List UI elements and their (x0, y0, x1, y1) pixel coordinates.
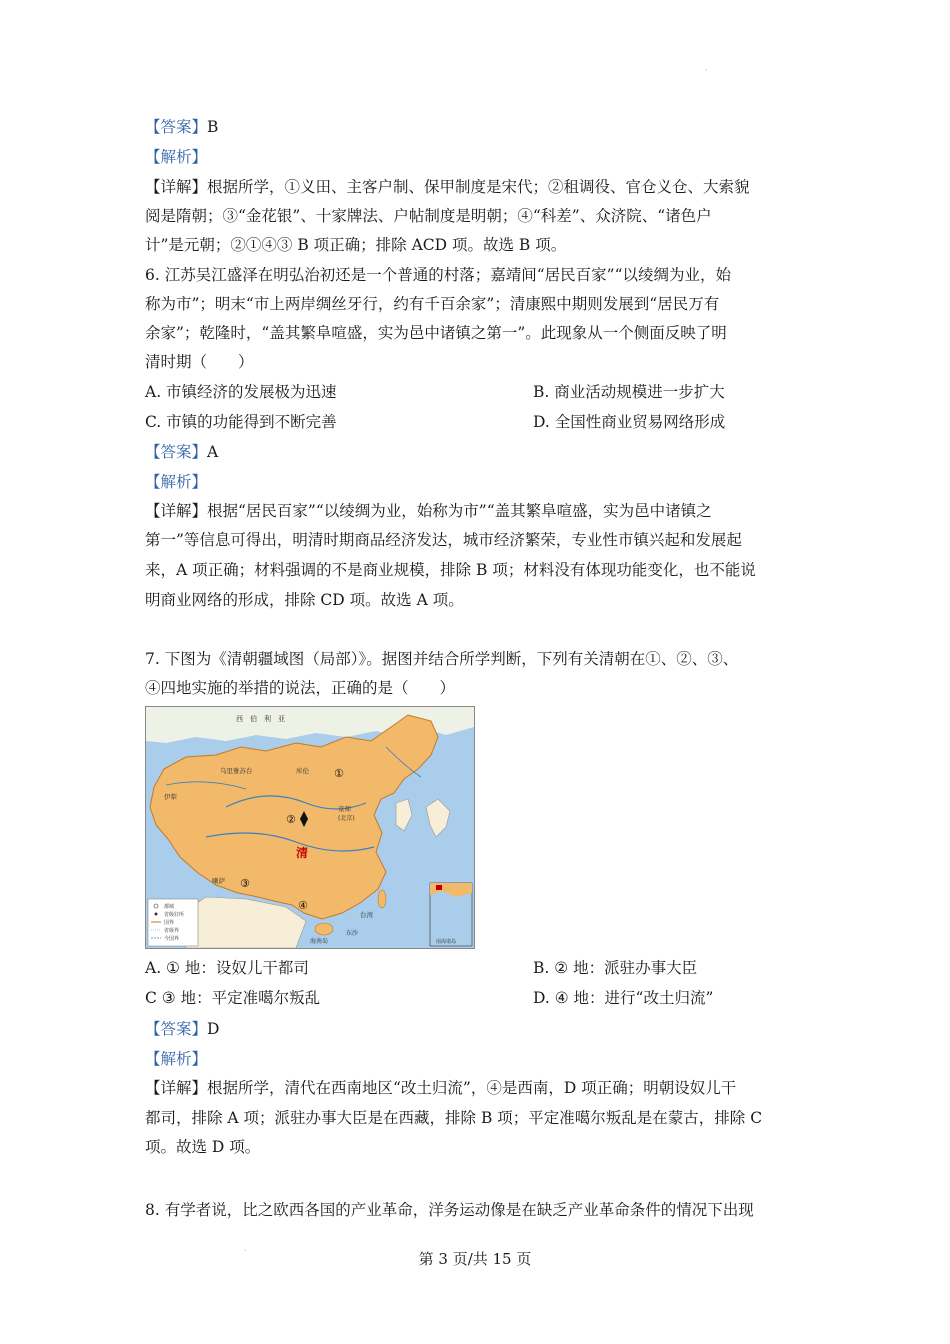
legend-item: 都城 (164, 904, 175, 910)
answer-value: A (207, 443, 219, 461)
legend-item: 今国界 (164, 936, 180, 942)
q6-answer (145, 442, 218, 462)
answer-tag: 【答案】 (145, 443, 208, 461)
map-hainan-island (315, 923, 333, 935)
q6-stem-line: 6. 江苏吴江盛泽在明弘治初还是一个普通的村落；嘉靖间“居民百家”“以绫绸为业，始 (145, 266, 731, 284)
q5-detail-line: 计”是元朝；②①④③ B 项正确；排除 ACD 项。故选 B 项。 (145, 236, 567, 254)
q8-stem-line: 8. 有学者说，比之欧西各国的产业革命，洋务运动像是在缺乏产业革命条件的情况下出现 (145, 1201, 754, 1219)
q7-detail-line: 都司，排除 A 项；派驻办事大臣是在西藏，排除 B 项；平定准噶尔叛乱是在蒙古，排除 C (145, 1109, 763, 1127)
q6-option-a: A. 市镇经济的发展极为迅速 (145, 383, 337, 401)
answer-tag: 【答案】 (145, 1020, 208, 1038)
map-label-yili: 伊犁 (164, 793, 177, 801)
qing-territory-map (145, 706, 475, 949)
q6-detail-line: 第一”等信息可得出，明清时期商品经济发达，城市经济繁荣，专业性市镇兴起和发展起 (145, 531, 742, 549)
map-label-jingshi: 京师 (338, 805, 351, 813)
q6-analysis-tag: 【解析】 (145, 473, 208, 491)
q7-option-d: D. ④ 地：进行“改土归流” (533, 989, 714, 1007)
map-label-hainan: 海南岛 (310, 938, 329, 945)
q6-stem-line: 称为市”；明末“市上两岸绸丝牙行，约有千百余家”；清康熙中期则发展到“居民万有 (145, 295, 720, 313)
q5-detail-line: 【详解】根据所学，①义田、主客户制、保甲制度是宋代；②租调役、官仓义仓、大索貌 (145, 178, 750, 196)
map-taiwan-island (378, 890, 386, 908)
q6-detail-line: 来，A 项正确；材料强调的不是商业规模，排除 B 项；材料没有体现功能变化，也不能说 (145, 561, 756, 579)
q7-detail-line: 【详解】根据所学，清代在西南地区“改土归流”，④是西南，D 项正确；明朝设奴儿干 (145, 1079, 737, 1097)
map-marker-1: ① (334, 767, 344, 780)
q6-option-b: B. 商业活动规模进一步扩大 (533, 383, 725, 401)
map-label-dongsha: 东沙 (346, 930, 359, 937)
q6-detail-line: 明商业网络的形成，排除 CD 项。故选 A 项。 (145, 591, 464, 609)
map-inset-caption: 南海诸岛 (436, 939, 457, 945)
q6-option-d: D. 全国性商业贸易网络形成 (533, 413, 726, 431)
answer-value: B (207, 118, 219, 136)
map-marker-4: ④ (298, 899, 308, 912)
q7-stem-line: ④四地实施的举措的说法，正确的是（ ） (145, 679, 456, 697)
q7-option-b: B. ② 地：派驻办事大臣 (533, 959, 698, 977)
answer-value: D (207, 1020, 220, 1038)
q7-analysis-tag: 【解析】 (145, 1050, 208, 1068)
legend-seat-icon (155, 913, 158, 916)
q5-answer (145, 117, 218, 137)
answer-tag: 【答案】 (145, 118, 208, 136)
map-label-qing: 清 (296, 846, 309, 860)
map-label-uliastai: 乌里雅苏台 (220, 767, 253, 775)
map-label-siberia: 西 伯 利 亚 (236, 715, 285, 723)
legend-item: 省级驻所 (164, 912, 185, 918)
page-mark: · (705, 66, 708, 75)
map-inset-marker (436, 885, 442, 890)
q6-stem-line: 余家”；乾隆时，“盖其繁阜喧盛，实为邑中诸镇之第一”。此现象从一个侧面反映了明 (145, 324, 727, 342)
q7-option-a: A. ① 地：设奴儿干都司 (145, 959, 309, 977)
page-mark: · (244, 1246, 247, 1255)
q6-detail-line: 【详解】根据“居民百家”“以绫绸为业，始称为市”“盖其繁阜喧盛，实为邑中诸镇之 (145, 502, 712, 520)
map-label-taiwan: 台湾 (360, 911, 373, 919)
map-marker-2: ② (286, 813, 296, 826)
map-label-lhasa: 喇萨 (212, 877, 225, 885)
map-marker-3: ③ (240, 877, 250, 890)
q7-option-c: C ③ 地：平定准噶尔叛乱 (145, 989, 321, 1007)
q7-stem-line: 7. 下图为《清朝疆域图（局部）》。据图并结合所学判断，下列有关清朝在①、②、③、 (145, 650, 739, 668)
q5-detail-line: 阅是隋朝；③“金花银”、十家牌法、户帖制度是明朝；④“科差”、众济院、“诸色户 (145, 207, 712, 225)
q7-answer (145, 1019, 219, 1039)
q5-analysis-tag: 【解析】 (145, 148, 208, 166)
map-label-kulun: 库伦 (296, 767, 309, 775)
q6-option-c: C. 市镇的功能得到不断完善 (145, 413, 337, 431)
q6-stem-line: 清时期（ ） (145, 353, 254, 371)
legend-item: 省级界 (164, 928, 180, 934)
page-footer: 第 3 页/共 15 页 (418, 1250, 532, 1268)
q7-detail-line: 项。故选 D 项。 (145, 1138, 261, 1156)
legend-item: 国界 (164, 920, 175, 926)
map-label-beijing: (北京) (338, 815, 355, 822)
